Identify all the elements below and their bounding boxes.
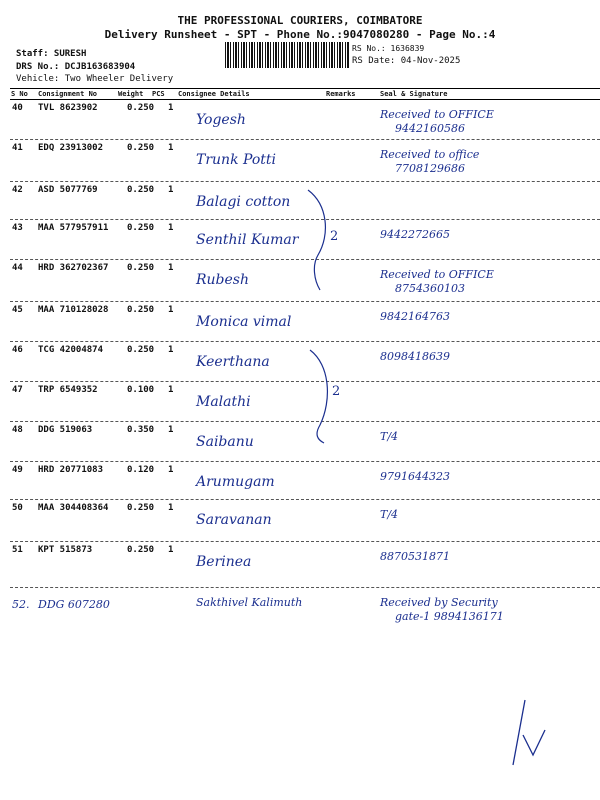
row-weight: 0.350 [127,425,155,435]
row-consignee-name: Malathi [196,394,251,410]
row-pcs: 1 [168,143,174,153]
row-consignment: TCG 42004874 [38,345,104,355]
row-consignee-name: Senthil Kumar [196,232,299,248]
row-signature-line1: Received by Security [380,596,498,609]
row-separator [10,499,600,500]
row-weight: 0.250 [127,545,155,555]
row-pcs: 1 [168,385,174,395]
row-consignment: MAA 710128028 [38,305,109,315]
row-signature-line2: 9442160586 [395,122,465,135]
row-weight: 0.250 [127,103,155,113]
row-consignee-name: Sakthivel Kalimuth [196,596,303,609]
col-seal: Seal & Signature [380,90,448,98]
row-consignment: TRP 6549352 [38,385,98,395]
row-consignee-name: Saravanan [196,512,272,528]
row-pcs: 1 [168,425,174,435]
col-remarks: Remarks [326,90,356,98]
row-weight: 0.250 [127,263,155,273]
row-consignee-name: Saibanu [196,434,254,450]
row-consignee-name: Trunk Potti [196,152,277,168]
col-weight: Weight [118,90,144,98]
row-consignee-name: Balagi cotton [196,194,291,210]
row-consignment: HRD 362702367 [38,263,109,273]
svg-text:2: 2 [330,229,339,244]
row-pcs: 1 [168,305,174,315]
row-pcs: 1 [168,345,174,355]
col-consignee: Consignee Details [178,90,250,98]
row-consignee-name: Arumugam [196,474,275,490]
row-separator [10,461,600,462]
row-signature-line1: Received to OFFICE [380,268,494,281]
row-consignment: DDG 519063 [38,425,93,435]
barcode-image [225,42,350,68]
row-sno: 52. [12,598,30,611]
row-sno: 46 [12,345,23,355]
vehicle-label: Vehicle: Two Wheeler Delivery [16,74,174,84]
row-consignment: DDG 607280 [38,598,110,611]
row-pcs: 1 [168,503,174,513]
row-separator [10,587,600,588]
row-consignment: TVL 8623902 [38,103,98,113]
row-separator [10,541,600,542]
row-sno: 49 [12,465,23,475]
row-consignment: EDQ 23913002 [38,143,104,153]
row-sno: 45 [12,305,23,315]
runsheet-subtitle: Delivery Runsheet - SPT - Phone No.:9047080280 - Page No.:4 [104,28,496,41]
row-consignee-name: Rubesh [196,272,250,288]
row-signature-line1: Received to OFFICE [380,108,494,121]
row-consignee-name: Yogesh [196,112,246,128]
row-signature-line1: T/4 [380,430,399,443]
row-signature-line2: gate-1 9894136171 [395,610,504,623]
row-consignee-name: Berinea [196,554,252,570]
row-sno: 47 [12,385,23,395]
row-consignment: KPT 515873 [38,545,93,555]
row-sno: 41 [12,143,23,153]
row-sno: 48 [12,425,23,435]
row-signature-line1: 8098418639 [380,350,450,363]
row-signature-line1: Received to office [380,148,480,161]
row-weight: 0.120 [127,465,155,475]
row-sno: 51 [12,545,23,555]
row-weight: 0.250 [127,503,155,513]
row-sno: 42 [12,185,23,195]
row-pcs: 1 [168,223,174,233]
row-consignee-name: Keerthana [196,354,270,370]
row-signature-line1: T/4 [380,508,399,521]
row-pcs: 1 [168,545,174,555]
row-weight: 0.100 [127,385,155,395]
row-sno: 40 [12,103,23,113]
row-weight: 0.250 [127,305,155,315]
col-sno: S No [11,90,28,98]
row-sno: 50 [12,503,23,513]
row-weight: 0.250 [127,185,155,195]
row-consignment: ASD 5077769 [38,185,98,195]
col-consignment: Consignment No [38,90,98,98]
header-top-rule [10,88,600,89]
row-separator [10,139,600,140]
row-consignee-name: Monica vimal [196,314,292,330]
grouping-brackets [300,185,360,445]
row-sno: 43 [12,223,23,233]
row-consignment: HRD 20771083 [38,465,104,475]
runsheet-title: THE PROFESSIONAL COURIERS, COIMBATORE [177,14,423,27]
row-sno: 44 [12,263,23,273]
row-pcs: 1 [168,103,174,113]
col-pcs: PCS [152,90,165,98]
header-bottom-rule [10,99,600,100]
rs-number: RS No.: 1636839 [352,44,425,53]
row-consignment: MAA 577957911 [38,223,109,233]
row-signature-line2: 8754360103 [395,282,465,295]
row-signature-line1: 8870531871 [380,550,450,563]
drs-number: DRS No.: DCJB163683904 [16,62,136,72]
row-pcs: 1 [168,465,174,475]
row-weight: 0.250 [127,345,155,355]
row-consignment: MAA 304408364 [38,503,109,513]
initials-mark [505,695,565,775]
row-signature-line1: 9791644323 [380,470,450,483]
row-pcs: 1 [168,263,174,273]
svg-text:2: 2 [332,384,341,399]
row-signature-line2: 7708129686 [395,162,465,175]
row-weight: 0.250 [127,223,155,233]
row-signature-line1: 9842164763 [380,310,450,323]
row-signature-line1: 9442272665 [380,228,450,241]
row-separator [10,181,600,182]
staff-label: Staff: SURESH [16,49,87,59]
rs-date: RS Date: 04-Nov-2025 [352,56,461,66]
row-pcs: 1 [168,185,174,195]
row-weight: 0.250 [127,143,155,153]
